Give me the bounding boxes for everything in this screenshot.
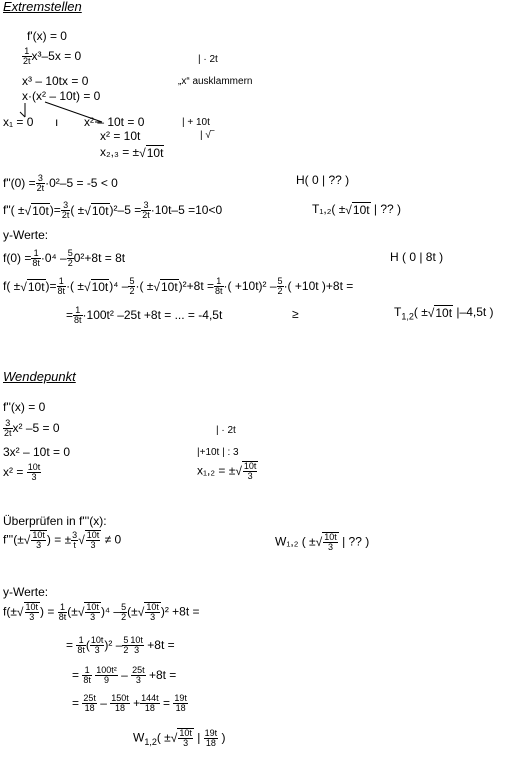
eq-step-6: x² = 10t (100, 129, 141, 143)
note-w-multiply: | · 2t (216, 425, 236, 436)
result-t12: T₁,₂( ±√ 10t | ?? ) (312, 203, 401, 216)
eq-x1: x₁ = 0 (3, 115, 34, 129)
eq-w-step-3: 3x² – 10t = 0 (3, 445, 71, 459)
note-w-plus: |+10t | : 3 (197, 447, 239, 458)
label-check: Überprüfen in f'''(x): (3, 514, 107, 528)
note-multiply-2t: | · 2t (198, 54, 218, 65)
eq-y-row-3: = $\frac{1}{8t}$ $\frac{\text{100t²}}{9}$ – $\frac{25t}{3}$ +8t = (72, 665, 177, 686)
label-y-werte-2: y-Werte: (3, 585, 49, 599)
eq-w-x12: x₁,₂ = ± √ $\frac{10t}{3}$ (197, 461, 258, 482)
heading-extremstellen: Extremstellen (3, 0, 82, 14)
eq-w-step-2: $\frac{3}{2t}$ x² –5 = 0 (4, 418, 60, 439)
eq-y-row-1: f(± √ $\frac{10t}{3}$ ) = $\frac{1}{8t}$ (± √ $\frac{10t}{3}$ )⁴ – $\frac{5}{2}$ (± √ $\frac{10t}{3}$ )² +8t = (3, 602, 200, 623)
eq-step-4: x·(x² – 10t) = 0 (22, 89, 101, 103)
heading-wendepunkt: Wendepunkt (3, 369, 76, 384)
eq-third-derivative: f'''(± √ $\frac{10t}{3}$ ) = ± $\frac{3}{t}$ √ $\frac{10t}{3}$ ≠ 0 (3, 530, 121, 551)
result-h-8t: H ( 0 | 8t ) (390, 250, 444, 264)
eq-x-squared: x² – 10t = 0 (84, 115, 145, 129)
eq-step-2: $\frac{1}{2t}$ x³–5x = 0 (23, 46, 82, 67)
eq-x23: x₂,₃ = ±√ 10t (100, 146, 164, 159)
eq-step-3: x³ – 10tx = 0 (22, 74, 89, 88)
note-plus-10t: | + 10t (182, 117, 210, 128)
result-w12-final: $W_{1,2}$( ± √ $\frac{10t}{3}$ | $\frac{19t}{18}$ ) (133, 728, 226, 749)
eq-f-at-root: f( ±√ 10t)= $\frac{1}{8t}$ ·( ±√ 10t)⁴ – $\frac{5}{2}$ ·( ±√ 10t)²+8t = $\frac{1}{8t}$ ·( +10t)² – $\frac{5}{2}$ ·( +10t )+8t = (3, 277, 353, 297)
fraction: $\frac{1}{2t}$ (23, 46, 31, 67)
eq-f2-at-root: f"( ±√ 10t)= $\frac{3}{2t}$ ( ±√ 10t)²–5 = $\frac{3}{2t}$ ·10t–5 =10<0 (3, 201, 222, 221)
eq-w-step-4: x² = $\frac{10t}{3}$ (3, 462, 41, 483)
result-h: H( 0 | ?? ) (296, 173, 350, 187)
eq-f2-at-0: f"(0) = $\frac{3}{2t}$ ·0²–5 = -5 < 0 (3, 173, 118, 194)
eq-y-row-4: = $\frac{25t}{18}$ – $\frac{150t}{18}$ + $\frac{144t}{18}$ = $\frac{19t}{18}$ (72, 693, 187, 714)
eq-first-derivative: f'(x) = 0 (27, 29, 67, 43)
eq-f-at-0: f(0) = $\frac{1}{8t}$ ·0⁴ – $\frac{5}{2}$ 0²+8t = 8t (3, 248, 126, 269)
geq-sign: ≥ (292, 307, 299, 321)
result-t12-value: $T_{1,2}$( ±√ 10t |–4,5t ) (394, 306, 494, 321)
label-y-werte: y-Werte: (3, 228, 49, 242)
eq-y-row-2: = $\frac{1}{8t}$ ( $\frac{10t}{3}$ )² – $\frac{5}{2}$ $\frac{10t}{3}$ +8t = (66, 635, 175, 656)
sqrt: √ 10t (139, 147, 164, 159)
note-ausklammern: „x“ ausklammern (178, 76, 253, 87)
eq-second-derivative: f''(x) = 0 (3, 400, 46, 414)
eq-f-at-root-result: = $\frac{1}{8t}$ ·100t² –25t +8t = ... = -4,5t (66, 305, 223, 326)
separator: ı (55, 115, 59, 129)
note-root: | √‾ (200, 130, 215, 141)
result-w12: W₁,₂ ( ± √ $\frac{10t}{3}$ | ?? ) (275, 532, 369, 553)
